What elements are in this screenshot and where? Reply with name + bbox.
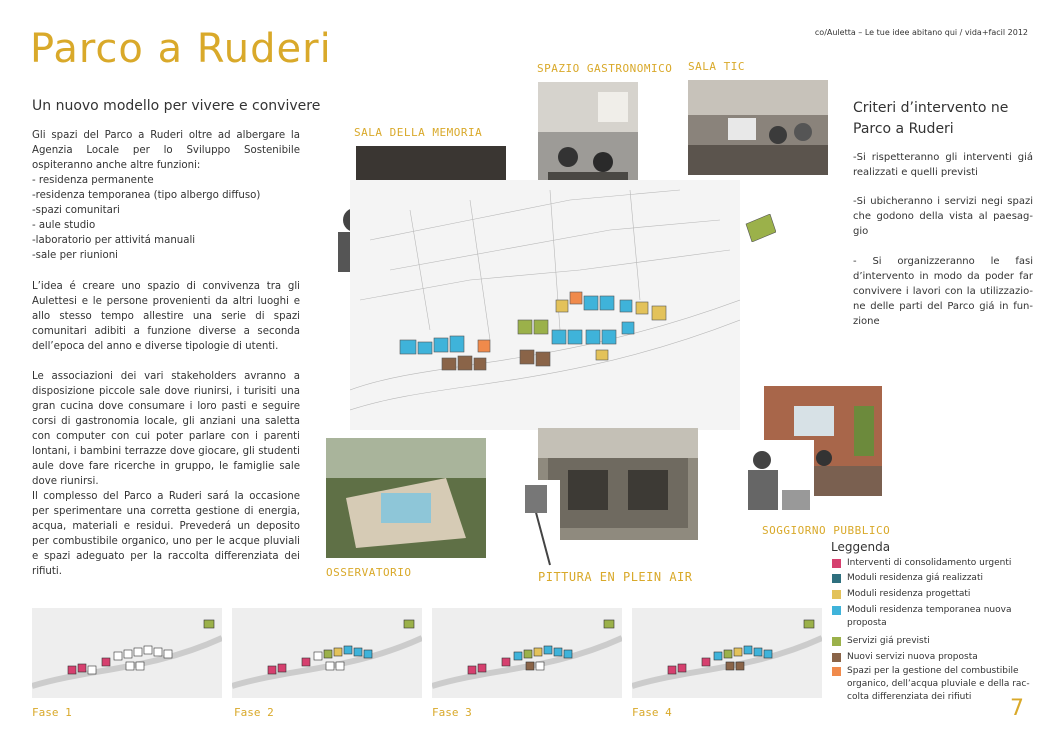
legend-label: Moduli residenza temporanea nuova proposta xyxy=(847,605,1012,628)
legend-swatch xyxy=(832,637,841,646)
phase-map-4 xyxy=(632,608,822,698)
intro-block xyxy=(32,128,300,263)
paragraph-management: Il complesso del Parco a Ruderi sará la occasione per sperimentare una corretta gestione di energia, acqua, materiali e residui. Prevederá un deposito per combustibile organico, uno per le acque pluviali e spazi adeguato per la raccolta differenziata dei rifiuti. xyxy=(32,491,300,577)
list-item: -laboratorio per attivitá manuali xyxy=(32,235,196,246)
criteria-item: -Si ubicheranno i servizi negi spazi che godono della vista al paesag-gio xyxy=(853,196,1033,237)
list-item: - aule studio xyxy=(32,220,96,231)
paragraph-idea: L’idea é creare uno spazio di convivenza tra gli Aulettesi e le persone provenienti da altri luoghi e allo stesso tempo allestire una serie di spazi comunitari adibiti a funzione diverse a seconda dell’epoca del anno e diverse tipologie di utenti. xyxy=(32,281,300,352)
site-map-drawing xyxy=(350,180,740,430)
section-subtitle: Un nuovo modello per vivere e convivere xyxy=(32,98,321,114)
phase-label: Fase 1 xyxy=(32,706,72,719)
legend-label: Interventi di consolidamento urgenti xyxy=(847,558,1012,568)
photo-image xyxy=(688,80,828,175)
legend-label: Nuovi servizi nuova proposta xyxy=(847,652,978,662)
label-sala-memoria: SALA DELLA MEMORIA xyxy=(354,126,483,139)
criteria-heading: Criteri d’intervento ne Parco a Ruderi xyxy=(853,100,1009,137)
photo-soggiorno-people xyxy=(734,440,814,520)
phase-label: Fase 2 xyxy=(234,706,274,719)
page-title: Parco a Ruderi xyxy=(30,26,332,72)
label-spazio-gastronomico: SPAZIO GASTRONOMICO xyxy=(537,62,673,75)
photo-osservatorio xyxy=(326,438,486,558)
list-item: -spazi comunitari xyxy=(32,205,120,216)
paragraph-stakeholders: Le associazioni dei vari stakeholders avranno a disposizione piccole sale dove riunirsi, i turisiti una gran cucina dove consumare i loro pasti e seguire corsi di gastronomia locale, gli anziani una saletta con computer con cui poter parlare con i parenti lontani, i bambini terrazze dove giocare, gli studenti aule dove fare ricerche in gruppo, le famiglie sale dove riunirsi. xyxy=(32,371,300,487)
legend-swatch xyxy=(832,559,841,568)
intro-paragraph: Gli spazi del Parco a Ruderi oltre ad albergare la Agenzia Locale per lo Sviluppo Sostenibile ospiteranno anche altre funzioni: xyxy=(32,130,300,171)
phase-label: Fase 3 xyxy=(432,706,472,719)
legend-item xyxy=(832,557,1042,571)
map-service-shape xyxy=(744,214,776,242)
map-service-block xyxy=(744,214,776,242)
legend-label: Spazi per la gestione del combustibile organico, dell’acqua pluviale e della rac-colta differenziata dei rifiuti xyxy=(847,666,1030,702)
photo-sala-tic xyxy=(688,80,828,175)
photo-image xyxy=(538,428,698,540)
photo-image xyxy=(520,480,560,570)
page-number: 7 xyxy=(1010,696,1024,721)
legend-title: Leggenda xyxy=(831,540,891,554)
phase-map-2 xyxy=(232,608,422,698)
phase-map-1 xyxy=(32,608,222,698)
criteria-item: -Si rispetteranno gli interventi giá realizzati e quelli previsti xyxy=(853,152,1033,178)
criteria-item: - Si organizzeranno le fasi d’intervento in modo da poder far convivere i lavori con la utilizzazio-ne delle parti del Parco giá in fun-zione xyxy=(853,256,1033,327)
list-item: -residenza temporanea (tipo albergo diffuso) xyxy=(32,190,261,201)
site-map xyxy=(350,180,740,430)
phase-map-drawing xyxy=(432,608,622,698)
legend-item xyxy=(832,635,1042,649)
photo-pittura-painter xyxy=(520,480,560,570)
label-osservatorio: OSSERVATORIO xyxy=(326,566,412,579)
functions-list xyxy=(32,173,300,263)
legend-label: Moduli residenza progettati xyxy=(847,589,971,599)
phase-label: Fase 4 xyxy=(632,706,672,719)
phase-map-3 xyxy=(432,608,622,698)
photo-image xyxy=(734,440,814,520)
legend-swatch xyxy=(832,574,841,583)
phase-map-drawing xyxy=(632,608,822,698)
label-soggiorno: SOGGIORNO PUBBLICO xyxy=(762,524,891,537)
photo-image xyxy=(326,438,486,558)
legend-swatch xyxy=(832,590,841,599)
legend-swatch xyxy=(832,653,841,662)
legend-swatch xyxy=(832,667,841,676)
phase-map-drawing xyxy=(32,608,222,698)
list-item: -sale per riunioni xyxy=(32,250,119,261)
photo-pittura xyxy=(538,428,698,540)
legend-item xyxy=(832,588,1042,602)
legend-label: Moduli residenza giá realizzati xyxy=(847,573,983,583)
legend-item xyxy=(832,651,1042,665)
legend-item xyxy=(832,572,1042,586)
phase-map-drawing xyxy=(232,608,422,698)
legend-item xyxy=(832,604,1042,632)
legend-swatch xyxy=(832,606,841,615)
header-credits: co/Auletta – Le tue idee abitano qui / vida+facil 2012 xyxy=(814,28,1028,37)
legend-label: Servizi giá previsti xyxy=(847,636,930,646)
label-sala-tic: SALA TIC xyxy=(688,60,745,73)
label-pittura: PITTURA EN PLEIN AIR xyxy=(538,570,693,584)
list-item: - residenza permanente xyxy=(32,175,154,186)
